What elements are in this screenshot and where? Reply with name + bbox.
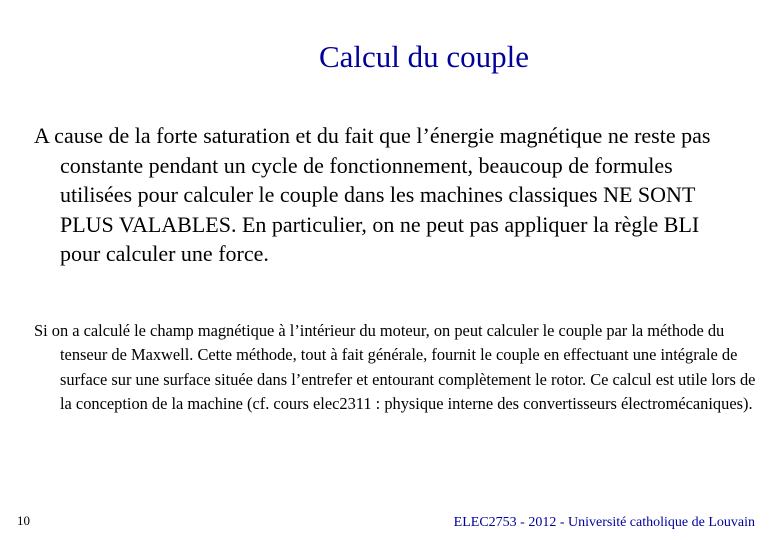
body-paragraph-maxwell: Si on a calculé le champ magnétique à l’intérieur du moteur, on peut calculer le couple par la méthode du tenseur de Maxwell. Cette méthode, tout à fait générale, fournit le couple en effectuant une intégrale de surface sur une surface située dans l’entrefer et entourant complètement le rotor. Ce calcul est utile lors de la conception de la machine (cf. cours elec2311 : physique interne des convertisseurs électromécaniques). — [34, 321, 756, 413]
slide-number: 10 — [17, 513, 30, 528]
slide-title: Calcul du couple — [318, 39, 530, 74]
body-paragraph-saturation: A cause de la forte saturation et du fait que l’énergie magnétique ne reste pas constante pendant un cycle de fonctionnement, beaucoup de formules utilisées pour calculer le couple dans les machines classiques NE SONT PLUS VALABLES. En particulier, on ne peut pas appliquer la règle BLI pour calculer une force. — [34, 123, 711, 266]
footer-course-label: ELEC2753 - 2012 - Université catholique de Louvain — [453, 515, 755, 530]
